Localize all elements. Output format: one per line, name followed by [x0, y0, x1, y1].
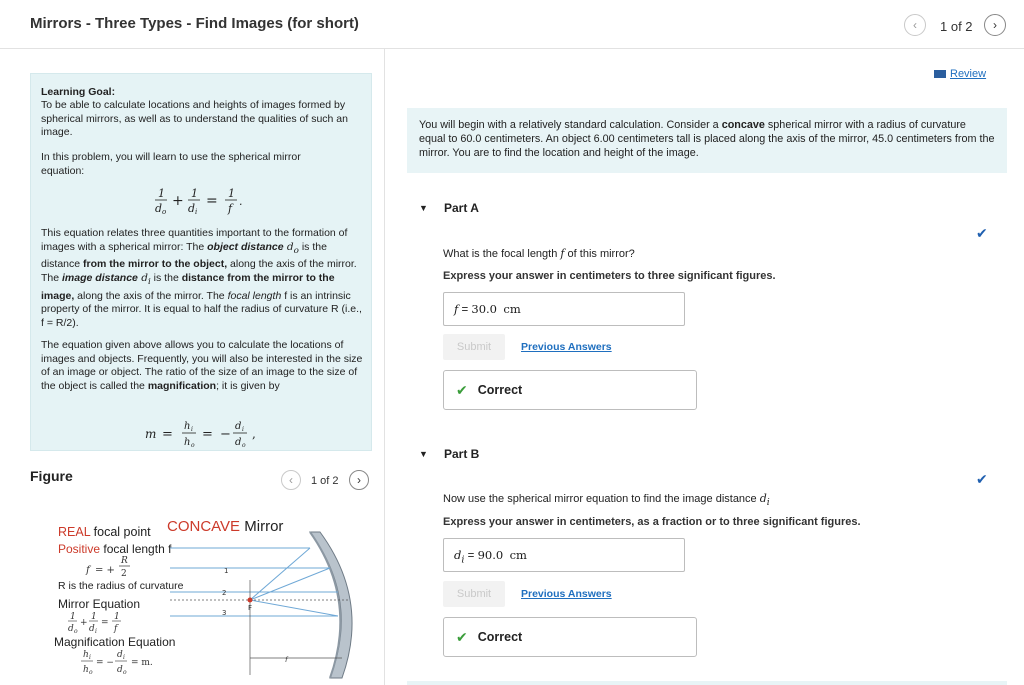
part-a-collapse-toggle[interactable]: ▼: [419, 203, 428, 213]
figure-positive-focal-length: Positive focal length f: [58, 542, 172, 556]
chevron-left-icon: ‹: [913, 18, 917, 32]
part-b-submit-button[interactable]: Submit: [443, 581, 505, 607]
svg-text:1: 1: [228, 187, 235, 200]
figure-magnification-equation: [80, 648, 170, 678]
ray-label-2: 2: [222, 589, 227, 597]
svg-text:i: i: [89, 654, 91, 661]
svg-text:1: 1: [91, 612, 97, 622]
problem-intro: You will begin with a relatively standard calculation. Consider a concave spherical mirror with a radius of curvature equal to 60.0 centimeters. An object 6.00 centimeters tall is placed along the axis of the mirror, 45.0 centimeters from the mirror. You are to find the location and height of the image.: [407, 108, 1007, 173]
part-a-correct-feedback: ✔ Correct: [443, 370, 697, 410]
figure-prev-button[interactable]: [281, 470, 301, 490]
part-b-header[interactable]: Part B: [444, 447, 480, 461]
svg-text:d: d: [235, 421, 242, 432]
figure-magnification-label: Magnification Equation: [54, 635, 176, 649]
svg-text:o: o: [74, 628, 78, 635]
svg-text:=: =: [202, 427, 213, 442]
part-a-submit-button[interactable]: Submit: [443, 334, 505, 360]
svg-text:1: 1: [70, 612, 76, 622]
svg-text:R: R: [121, 556, 128, 566]
svg-text:o: o: [123, 669, 127, 676]
svg-text:d: d: [155, 202, 163, 215]
review-link[interactable]: Review: [934, 68, 986, 80]
svg-text:h: h: [83, 665, 89, 675]
figure-real-focal-point: REAL focal point: [58, 525, 151, 539]
focal-point-dot: [248, 598, 253, 603]
concave-mirror-diagram: [170, 530, 360, 680]
svg-text:h: h: [83, 650, 89, 660]
goal-paragraph-1: To be able to calculate locations and heights of images formed by spherical mirrors, as well as to understand the qualities of such an image.: [41, 99, 348, 139]
svg-text:−: −: [220, 427, 231, 442]
page-title: Mirrors - Three Types - Find Images (for short): [30, 15, 359, 32]
figure-next-button[interactable]: [349, 470, 369, 490]
figure-mirror-equation-label: Mirror Equation: [58, 597, 141, 611]
next-page-button[interactable]: [984, 14, 1006, 36]
svg-text:=: =: [206, 193, 218, 209]
part-b-correct-feedback: ✔ Correct: [443, 617, 697, 657]
chevron-left-icon: ‹: [289, 473, 293, 487]
svg-text:d: d: [235, 437, 242, 448]
svg-text:i: i: [95, 628, 97, 635]
focal-length-label: f: [285, 656, 288, 664]
figure-radius-note: R is the radius of curvature: [58, 580, 184, 592]
part-b-instruction: Express your answer in centimeters, as a fraction or to three significant figures.: [443, 516, 861, 528]
part-b-previous-answers-link[interactable]: Previous Answers: [521, 588, 612, 600]
chevron-right-icon: ›: [357, 473, 361, 487]
column-divider: [384, 49, 385, 685]
mirror-equation-formula: [150, 186, 260, 218]
svg-text:f: f: [114, 624, 118, 634]
svg-text:+: +: [80, 618, 88, 628]
svg-text:i: i: [242, 426, 244, 433]
goal-paragraph-4: The equation given above allows you to calculate the locations of images and objects. Frequently, you will also be interested in the size of an image or object. The ratio of the size of an image to the size of the object is called the magnification; it is given by: [41, 339, 363, 392]
svg-text:o: o: [89, 669, 93, 676]
figure-page-indicator: 1 of 2: [311, 475, 339, 487]
ray-label-3: 3: [222, 609, 227, 617]
magnification-formula: [140, 418, 270, 452]
svg-text:=: =: [162, 427, 173, 442]
svg-text:=: =: [101, 618, 109, 628]
part-b-answer-field[interactable]: $d_i = 90.0$ cm: [443, 538, 685, 572]
part-a-header[interactable]: Part A: [444, 201, 479, 215]
goal-paragraph-2: In this problem, you will learn to use the spherical mirror equation:: [41, 151, 301, 177]
svg-text:= +: = +: [95, 565, 115, 576]
svg-text:o: o: [162, 208, 167, 216]
mirror-shape: [310, 532, 352, 678]
svg-text:.: .: [239, 195, 243, 208]
next-section-edge: [407, 681, 1007, 685]
svg-text:h: h: [184, 437, 191, 448]
part-a-previous-answers-link[interactable]: Previous Answers: [521, 341, 612, 353]
svg-text:1: 1: [158, 187, 165, 200]
svg-text:i: i: [195, 208, 198, 216]
svg-text:d: d: [89, 624, 95, 634]
part-a-check-icon: ✔: [976, 225, 988, 241]
part-a-instruction: Express your answer in centimeters to three significant figures.: [443, 270, 776, 282]
svg-text:2: 2: [121, 569, 127, 579]
figure-focal-formula: [84, 555, 144, 580]
svg-text:h: h: [184, 421, 191, 432]
part-a-answer-field[interactable]: f = 30.0 cm: [443, 292, 685, 326]
svg-text:o: o: [242, 442, 246, 449]
ray-label-1: 1: [224, 567, 229, 575]
svg-text:f: f: [228, 202, 233, 215]
figure-mirror-equation: [66, 610, 146, 636]
header-divider: [0, 48, 1024, 49]
goal-heading: Learning Goal:: [41, 86, 116, 98]
goal-paragraph-3: This equation relates three quantities important to the formation of images with a spherical mirror: The object distance $d_o$ is the distance from the mirror to the object, along the axis of the mirror. The image distance $d_i$ is the distance from the mirror to the image, along the axis of the mirror. The focal length f is an intrinsic property of the mirror. It is equal to half the radius of curvature R (i.e., f = R/2).: [41, 227, 362, 329]
svg-text:d: d: [117, 650, 123, 660]
svg-text:m: m: [145, 427, 157, 441]
focal-point-label: F: [248, 604, 253, 612]
svg-text:d: d: [117, 665, 123, 675]
svg-text:f: f: [86, 565, 90, 576]
svg-text:+: +: [172, 193, 184, 209]
checkmark-icon: ✔: [456, 628, 468, 645]
figure-concave-mirror-title: CONCAVE Mirror: [167, 518, 284, 535]
svg-text:d: d: [188, 202, 196, 215]
checkmark-icon: ✔: [456, 381, 468, 398]
part-b-collapse-toggle[interactable]: ▼: [419, 449, 428, 459]
part-b-question: Now use the spherical mirror equation to find the image distance $d_i$: [443, 492, 770, 509]
figure-label: Figure: [30, 468, 73, 484]
svg-text:i: i: [191, 426, 193, 433]
svg-text:1: 1: [191, 187, 198, 200]
svg-text:= −: = −: [96, 658, 114, 668]
svg-text:= m.: = m.: [131, 658, 153, 668]
book-icon: [934, 70, 946, 78]
page-indicator: 1 of 2: [940, 19, 973, 34]
svg-text:,: ,: [252, 427, 256, 441]
svg-text:i: i: [123, 654, 125, 661]
prev-page-button[interactable]: [904, 14, 926, 36]
part-b-check-icon: ✔: [976, 471, 988, 487]
chevron-right-icon: ›: [993, 18, 997, 32]
svg-text:o: o: [191, 442, 195, 449]
svg-text:1: 1: [114, 612, 120, 622]
part-a-question: What is the focal length f of this mirror?: [443, 247, 635, 260]
svg-text:d: d: [68, 624, 74, 634]
